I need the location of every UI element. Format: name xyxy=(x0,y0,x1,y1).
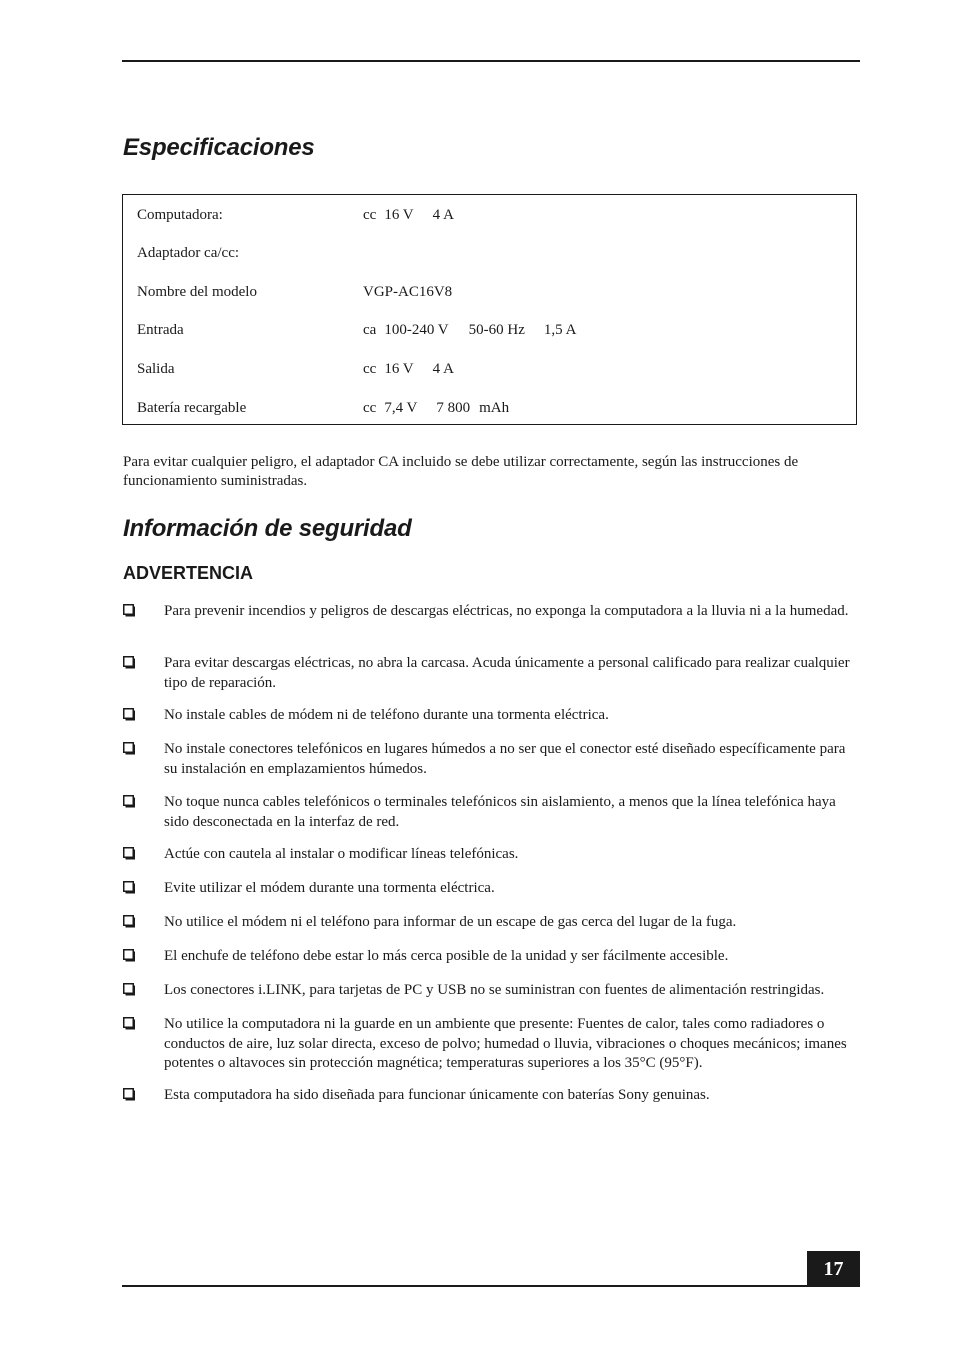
list-item-text: Evite utilizar el módem durante una tormenta eléctrica. xyxy=(164,880,495,896)
spec-value xyxy=(363,360,454,378)
spec-value: VGP-AC16V8 xyxy=(363,284,453,300)
list-item-text: No utilice la computadora ni la guarde en un ambiente que presente: Fuentes de calor, tales como radiadores o conductos de aire, luz solar directa, exceso de polvo; humedad o lluvia, vibraciones o choques mecánicos; imanes potentes o altavoces sin protección magnética; temperaturas superiores a los 35°C (95°F). xyxy=(164,1016,847,1071)
safety-heading: Información de seguridad xyxy=(123,515,412,542)
spec-label: Adaptador ca/cc: xyxy=(137,245,240,261)
spec-value-part: 7 800 xyxy=(436,400,471,416)
list-item-text: El enchufe de teléfono debe estar lo más cerca posible de la unidad y ser fácilmente accesible. xyxy=(164,948,729,964)
spec-value-part: 1,5 A xyxy=(543,322,577,338)
spec-value-part: 4 A xyxy=(432,207,454,223)
spec-value-part: cc xyxy=(363,400,377,416)
header-rule xyxy=(122,60,860,62)
checkbox-square-icon xyxy=(123,983,136,996)
specs-heading: Especificaciones xyxy=(123,134,315,161)
spec-label: Computadora: xyxy=(137,207,223,223)
checkbox-square-icon xyxy=(123,795,136,808)
checkbox-square-icon xyxy=(123,604,136,617)
spec-value-part: mAh xyxy=(479,400,510,416)
spec-value-part: 4 A xyxy=(432,361,454,377)
spec-value xyxy=(363,321,576,339)
checkbox-square-icon xyxy=(123,847,136,860)
footer-rule xyxy=(122,1285,808,1287)
spec-value-part: cc xyxy=(363,207,377,223)
spec-value-part: 50-60 Hz xyxy=(468,322,525,338)
spec-label: Entrada xyxy=(137,322,184,338)
list-item-text: No instale cables de módem ni de teléfono durante una tormenta eléctrica. xyxy=(164,707,609,723)
spec-label: Nombre del modelo xyxy=(137,284,257,300)
checkbox-square-icon xyxy=(123,742,136,755)
specs-table xyxy=(122,194,857,425)
spec-label: Salida xyxy=(137,361,175,377)
spec-value-part: 16 V xyxy=(384,207,414,223)
list-item-text: Actúe con cautela al instalar o modificar líneas telefónicas. xyxy=(164,846,519,862)
spec-value xyxy=(363,399,509,417)
spec-value-part: 7,4 V xyxy=(384,400,418,416)
list-item-text: No utilice el módem ni el teléfono para informar de un escape de gas cerca del lugar de la fuga. xyxy=(164,914,737,930)
spec-label: Batería recargable xyxy=(137,400,247,416)
checkbox-square-icon xyxy=(123,1017,136,1030)
specs-note: Para evitar cualquier peligro, el adaptador CA incluido se debe utilizar correctamente, según las instrucciones de funcionamiento suministradas. xyxy=(123,454,799,489)
list-item-text: Los conectores i.LINK, para tarjetas de PC y USB no se suministran con fuentes de alimentación restringidas. xyxy=(164,982,825,998)
spec-value-part: 16 V xyxy=(384,361,414,377)
warning-heading: ADVERTENCIA xyxy=(123,563,254,583)
checkbox-square-icon xyxy=(123,708,136,721)
list-item-text: Esta computadora ha sido diseñada para funcionar únicamente con baterías Sony genuinas. xyxy=(164,1087,710,1103)
list-item-text: Para prevenir incendios y peligros de descargas eléctricas, no exponga la computadora a la lluvia ni a la humedad. xyxy=(164,603,849,619)
spec-value-part: cc xyxy=(363,361,377,377)
checkbox-square-icon xyxy=(123,1088,136,1101)
list-item-text: Para evitar descargas eléctricas, no abra la carcasa. Acuda únicamente a personal calificado para realizar cualquier tipo de reparación. xyxy=(164,655,850,691)
spec-value-part: 100-240 V xyxy=(384,322,449,338)
list-item-text: No instale conectores telefónicos en lugares húmedos a no ser que el conector esté diseñado específicamente para su instalación en emplazamientos húmedos. xyxy=(164,741,846,777)
checkbox-square-icon xyxy=(123,949,136,962)
checkbox-square-icon xyxy=(123,881,136,894)
list-item-text: No toque nunca cables telefónicos o terminales telefónicos sin aislamiento, a menos que la línea telefónica haya sido desconectada en la interfaz de red. xyxy=(164,794,836,830)
checkbox-square-icon xyxy=(123,656,136,669)
checkbox-square-icon xyxy=(123,915,136,928)
spec-value-part: ca xyxy=(363,322,377,338)
spec-value xyxy=(363,206,454,224)
page-number: 17 xyxy=(807,1251,860,1287)
